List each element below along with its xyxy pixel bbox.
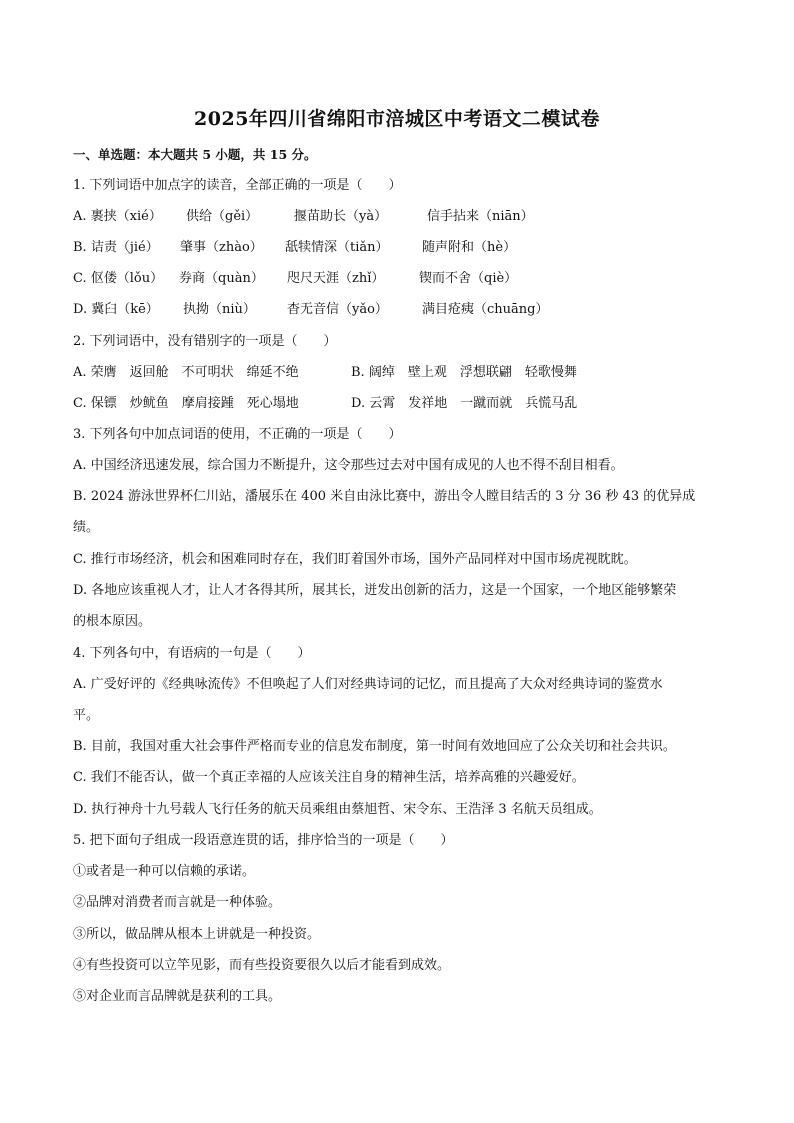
q1-c-word3: 咫尺天涯（zhǐ） xyxy=(287,271,385,286)
q1-b-word2: 肇事（zhào） xyxy=(180,240,263,255)
q3-option-d-line1: D. 各地应该重视人才，让人才各得其所，展其长，迸发出创新的活力，这是一个国家，一个地区能够繁荣 xyxy=(73,583,677,598)
q1-stem: 1. 下列词语中加点字的读音，全部正确的一项是（ ） xyxy=(73,178,402,193)
q4-stem: 4. 下列各句中，有语病的一句是（ ） xyxy=(73,646,311,661)
q4-option-a-line2: 平。 xyxy=(73,708,100,723)
q1-c-word2: 券商（quàn） xyxy=(179,271,264,286)
q2-option-c: C. 保镖 炒鱿鱼 摩肩接踵 死心塌地 xyxy=(73,396,299,411)
q3-option-c: C. 推行市场经济，机会和困难同时存在，我们盯着国外市场，国外产品同样对中国市场虎视眈眈。 xyxy=(73,552,637,567)
q1-d-word2: 执拗（niù） xyxy=(183,302,256,317)
q5-stem: 5. 把下面句子组成一段语意连贯的话，排序恰当的一项是（ ） xyxy=(73,833,454,848)
exam-title: 2025年四川省绵阳市涪城区中考语文二模试卷 xyxy=(194,108,600,130)
q4-option-c: C. 我们不能否认，做一个真正幸福的人应该关注自身的精神生活，培养高雅的兴趣爱好。 xyxy=(73,770,585,785)
q5-sentence-2: ②品牌对消费者而言就是一种体验。 xyxy=(73,895,282,910)
q3-option-a: A. 中国经济迅速发展，综合国力不断提升，这令那些过去对中国有成见的人也不得不刮目相看。 xyxy=(73,458,624,473)
q1-d-word3: 杳无音信（yǎo） xyxy=(287,302,388,317)
q3-option-b-line2: 绩。 xyxy=(73,520,100,535)
q5-sentence-5: ⑤对企业而言品牌就是获利的工具。 xyxy=(73,989,282,1004)
q2-option-b: B. 阔绰 壁上观 浮想联翩 轻歌慢舞 xyxy=(351,365,577,380)
q3-option-d-line2: 的根本原因。 xyxy=(73,614,152,629)
q1-a-word2: 供给（gěi） xyxy=(186,209,259,224)
q1-b-word1: B. 诘责（jié） xyxy=(73,240,159,255)
q2-option-d: D. 云霄 发祥地 一蹴而就 兵慌马乱 xyxy=(351,396,578,411)
q1-d-word4: 满目疮痍（chuāng） xyxy=(422,302,549,317)
q3-stem: 3. 下列各句中加点词语的使用，不正确的一项是（ ） xyxy=(73,427,402,442)
q1-b-word3: 舐犊情深（tiǎn） xyxy=(285,240,389,255)
q2-stem: 2. 下列词语中，没有错别字的一项是（ ） xyxy=(73,334,337,349)
q1-a-word3: 揠苗助长（yà） xyxy=(294,209,388,224)
q4-option-d: D. 执行神舟十九号载人飞行任务的航天员乘组由蔡旭哲、宋令东、王浩泽 3 名航天员组成。 xyxy=(73,802,602,817)
q5-sentence-1: ①或者是一种可以信赖的承诺。 xyxy=(73,864,256,879)
q5-sentence-4: ④有些投资可以立竿见影，而有些投资要很久以后才能看到成效。 xyxy=(73,958,451,973)
q5-sentence-3: ③所以，做品牌从根本上讲就是一种投资。 xyxy=(73,927,321,942)
q1-c-word1: C. 伛偻（lǒu） xyxy=(73,271,164,286)
q1-d-word1: D. 冀臼（kē） xyxy=(73,302,159,317)
q1-c-word4: 锲而不舍（qiè） xyxy=(419,271,518,286)
q1-a-word4: 信手拈来（niān） xyxy=(427,209,534,224)
q4-option-b: B. 目前，我国对重大社会事件严格而专业的信息发布制度，第一时间有效地回应了公众关切和社会共识。 xyxy=(73,739,676,754)
q1-b-word4: 随声附和（hè） xyxy=(422,240,517,255)
section-heading: 一、单选题：本大题共 5 小题，共 15 分。 xyxy=(73,147,317,162)
q4-option-a-line1: A. 广受好评的《经典咏流传》不但唤起了人们对经典诗词的记忆，而且提高了大众对经典诗词的鉴赏水 xyxy=(73,677,663,692)
q1-a-word1: A. 裹挟（xié） xyxy=(73,209,162,224)
q2-option-a: A. 荣膺 返回舱 不可明状 绵延不绝 xyxy=(73,365,299,380)
q3-option-b-line1: B. 2024 游泳世界杯仁川站，潘展乐在 400 米自由泳比赛中，游出令人瞠目结舌的 3 分 36 秒 43 的优异成 xyxy=(73,489,696,504)
